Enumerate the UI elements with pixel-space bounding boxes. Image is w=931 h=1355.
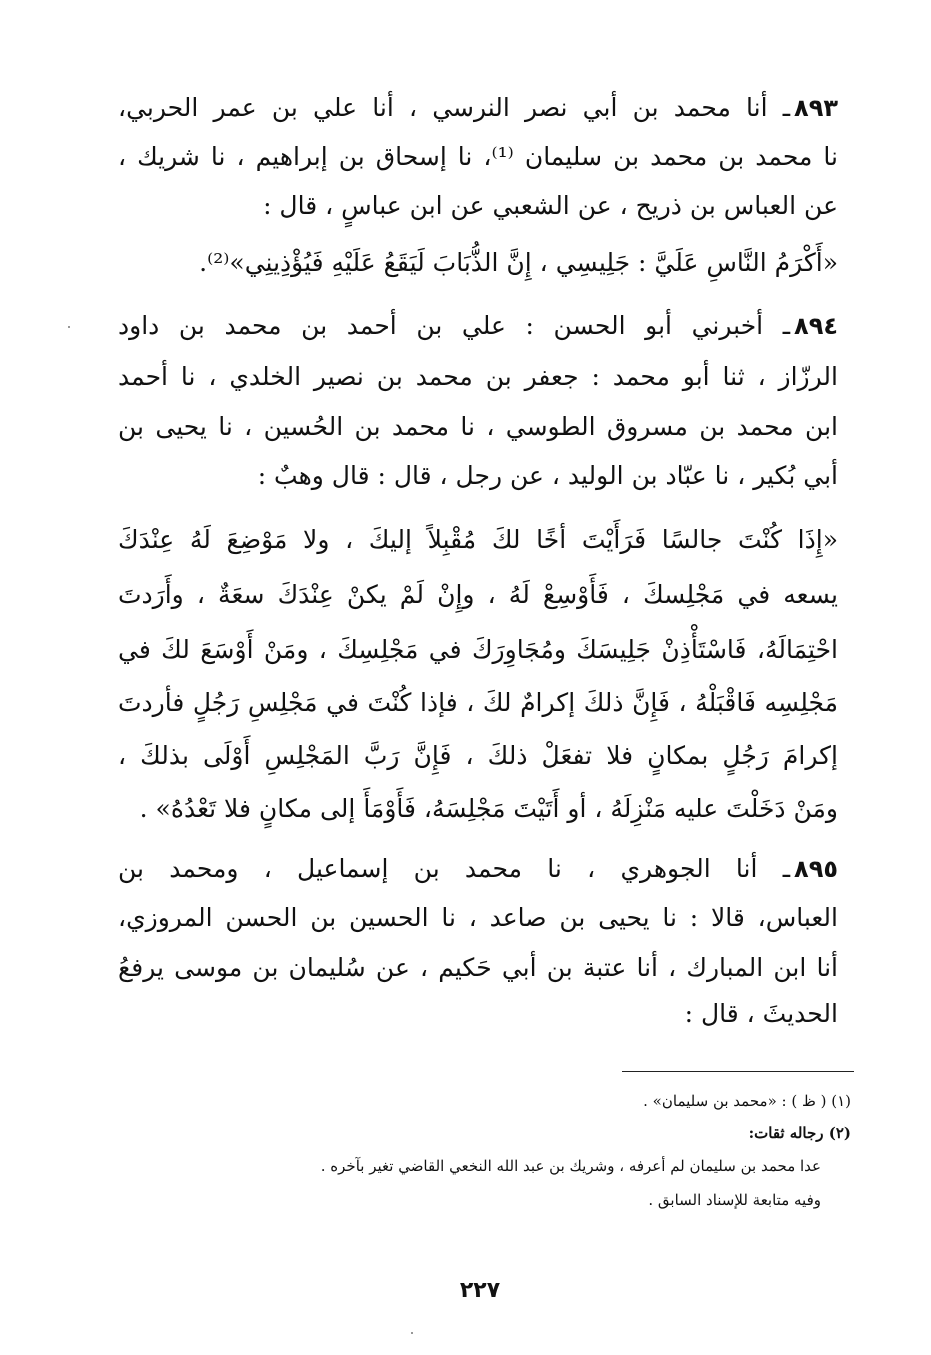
quote-line: يسعه في مَجْلِسكَ ، فَأَوْسِعْ لَهُ ، وإِنْ لَمْ يكنْ عِنْدَكَ سعَةٌ ، وأَرَدتَ bbox=[118, 580, 838, 609]
footnote-divider bbox=[622, 1071, 854, 1072]
entry-line: الحديثَ ، قال : bbox=[684, 999, 838, 1028]
footnote-2-detail: وفيه متابعة للإسناد السابق . bbox=[648, 1191, 821, 1209]
entry-line: ٨٩٥ـ أنا الجوهري ، نا محمد بن إسماعيل ، ومحمد بن bbox=[118, 854, 838, 883]
entry-line: أنا ابن المبارك ، أنا عتبة بن أبي حَكيم ، عن سُليمان بن موسى يرفعُ bbox=[118, 953, 838, 982]
quote-line: إكرامَ رَجُلٍ بمكانٍ فلا تفعَلْ ذلكَ ، فَإِنَّ رَبَّ المَجْلِسِ أَوْلَى بذلكَ ، bbox=[118, 741, 838, 770]
entry-line: عن العباس بن ذريح ، عن الشعبي عن ابن عباسٍ ، قال : bbox=[263, 191, 838, 220]
footnote-2: (٢) رجاله ثقات: bbox=[748, 1124, 851, 1142]
page-number: ٢٢٧ bbox=[459, 1278, 501, 1303]
entry-line: ٨٩٤ـ أخبرني أبو الحسن : علي بن أحمد بن محمد بن داود bbox=[118, 311, 838, 340]
quote-line: «أَكْرَمُ النَّاسِ عَلَيَّ : جَلِيسِي ، إِنَّ الذُّبَابَ لَيَقَعُ عَلَيْهِ فَيُؤْذِينِي»⁽²⁾. bbox=[199, 248, 838, 277]
quote-line: ومَنْ دَخَلْتَ عليه مَنْزِلَهُ ، أو أَتَيْتَ مَجْلِسَهُ، فَأَوْمَأَ إلى مكانٍ فلا تَعْدُهُ» . bbox=[139, 794, 838, 823]
scan-speck bbox=[68, 326, 70, 328]
entry-line: أبي بُكير ، نا عبّاد بن الوليد ، عن رجل ، قال : قال وهبٌ : bbox=[257, 461, 838, 490]
entry-line: ٨٩٣ـ أنا محمد بن أبي نصر النرسي ، أنا علي بن عمر الحربي، bbox=[118, 93, 838, 122]
entry-line: الرزّاز ، ثنا أبو محمد : جعفر بن محمد بن نصير الخلدي ، نا أحمد bbox=[118, 362, 838, 391]
footnote-1: (١) ( ظ ) : «محمد بن سليمان» . bbox=[643, 1092, 851, 1110]
entry-number: ٨٩٥ bbox=[794, 855, 838, 883]
quote-line: مَجْلِسِه فَاقْبَلْهُ ، فَإِنَّ ذلكَ إكرامٌ لكَ ، فإذا كُنْتَ في مَجْلِسِ رَجُلٍ فأردتَ bbox=[118, 688, 838, 717]
entry-number: ٨٩٤ bbox=[794, 312, 838, 340]
entry-line: نا محمد بن محمد بن سليمان ⁽¹⁾، نا إسحاق بن إبراهيم ، نا شريك ، bbox=[118, 142, 838, 171]
entry-line: ابن محمد بن مسروق الطوسي ، نا محمد بن الحُسين ، نا يحيى بن bbox=[118, 412, 838, 441]
entry-line: العباس، قالا : نا يحيى بن صاعد ، نا الحسين بن الحسن المروزي، bbox=[118, 903, 838, 932]
quote-line: «إِذَا كُنْتَ جالسًا فَرَأَيْتَ أخًا لكَ مُقْبِلاً إليكَ ، ولا مَوْضِعَ لَهُ عِنْدَكَ bbox=[118, 525, 838, 554]
scan-speck bbox=[411, 1332, 413, 1334]
footnote-2-detail: عدا محمد بن سليمان لم أعرفه ، وشريك بن عبد الله النخعي القاضي تغير بآخره . bbox=[320, 1157, 821, 1175]
quote-line: احْتِمَالَهُ، فَاسْتَأْذِنْ جَلِيسَكَ ومُجَاوِرَكَ في مَجْلِسِكَ ، ومَنْ أَوْسَعَ لكَ في bbox=[118, 635, 838, 664]
entry-number: ٨٩٣ bbox=[794, 94, 838, 122]
